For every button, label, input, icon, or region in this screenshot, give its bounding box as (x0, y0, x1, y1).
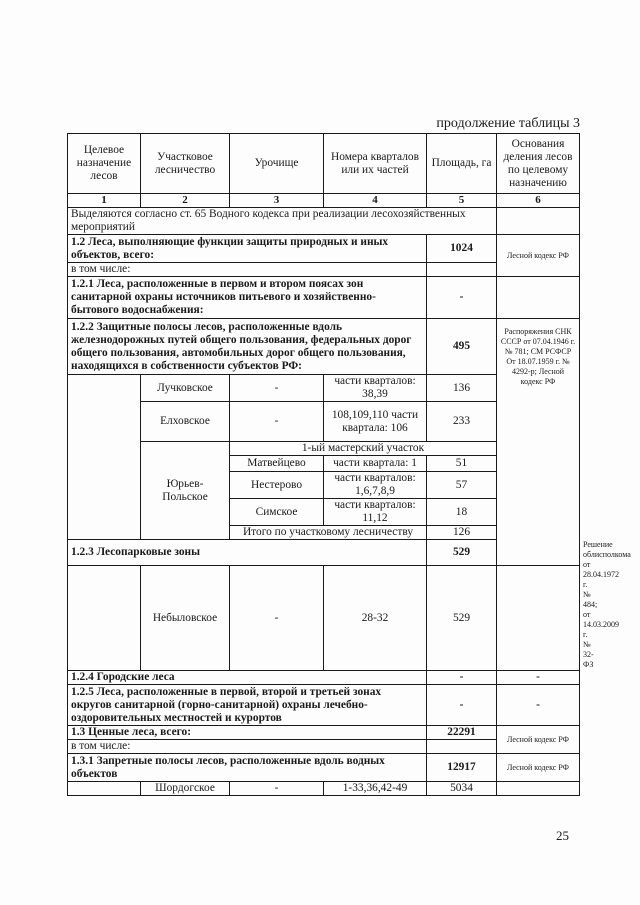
header-row (68, 134, 580, 194)
tract-cell: Матвейцево (230, 456, 324, 472)
including-label: в том числе: (68, 263, 427, 277)
empty-cell (68, 782, 141, 796)
forest-purpose-table (67, 133, 631, 796)
quarters-cell: 108,109,110 части квартала: 106 (324, 402, 427, 442)
district-cell: Лучковское (141, 375, 230, 402)
col-header-tract: Урочище (230, 134, 324, 194)
empty-cell (497, 782, 580, 796)
col-header-area: Площадь, га (427, 134, 497, 194)
col-number: 5 (427, 194, 497, 208)
table-row (68, 208, 580, 235)
quarters-cell: 28-32 (324, 566, 427, 671)
section-title: 1.2.3 Лесопарковые зоны (68, 540, 427, 566)
section-title: 1.2.5 Леса, расположенные в первой, второй и третьей зонах округов санитарной (горно-санитарной) охраны лечебно-оздоровительных местностей и курортов (68, 685, 427, 726)
tract-cell: - (230, 402, 324, 442)
tract-cell: Симское (230, 499, 324, 526)
area-cell: 1024 (427, 235, 497, 263)
empty-cell (497, 208, 580, 235)
quarters-cell: 1-33,36,42-49 (324, 782, 427, 796)
district-cell: Юрьев-Польское (141, 442, 230, 540)
total-label: Итого по участковому лесничеству (230, 526, 427, 540)
col-header-district: Участковое лесничество (141, 134, 230, 194)
area-cell: 12917 (427, 754, 497, 782)
area-cell: 51 (427, 456, 497, 472)
area-cell: 529 (427, 566, 497, 671)
area-cell: - (427, 277, 497, 319)
area-cell: 57 (427, 472, 497, 499)
empty-cell (68, 375, 141, 540)
area-cell: - (427, 671, 497, 685)
basis-cell: Лесной кодекс РФ (497, 754, 580, 782)
table-row (68, 754, 580, 782)
basis-cell: Распоряжения СНК СССР от 07.04.1946 г. № 781; СМ РСФСР От 18.07.1959 г. № 4292-р; Лесной кодекс РФ (497, 319, 580, 566)
column-number-row (68, 194, 580, 208)
table-caption: продолжение таблицы 3 (436, 116, 580, 131)
quarters-cell: части кварталов: 38,39 (324, 375, 427, 402)
table-row (68, 235, 580, 263)
quarters-cell: части кварталов: 1,6,7,8,9 (324, 472, 427, 499)
table-row (68, 671, 580, 685)
tract-cell: - (230, 375, 324, 402)
table-row (68, 685, 580, 726)
table-row (68, 319, 580, 375)
page-number: 25 (556, 828, 569, 843)
area-cell: 233 (427, 402, 497, 442)
area-cell: 5034 (427, 782, 497, 796)
col-number: 1 (68, 194, 141, 208)
section-title: 1.2.1 Леса, расположенные в первом и втором поясах зон санитарной охраны источников питьевого и хозяйственно-бытового водоснабжения: (68, 277, 427, 319)
empty-cell (497, 277, 580, 319)
district-cell: Елховское (141, 402, 230, 442)
area-cell: 22291 (427, 726, 497, 740)
tract-cell: - (230, 566, 324, 671)
section-title: 1.2.2 Защитные полосы лесов, расположенные вдоль железнодорожных путей общего пользования, федеральных дорог общего пользования, автомобильных дорог общего пользования, находящихся в собственности субъектов РФ: (68, 319, 427, 375)
section-title: 1.3.1 Запретные полосы лесов, расположенные вдоль водных объектов (68, 754, 427, 782)
area-cell: - (427, 685, 497, 726)
col-number: 2 (141, 194, 230, 208)
note-cell: Выделяются согласно ст. 65 Водного кодекса при реализации лесохозяйственных мероприятий (68, 208, 497, 235)
section-title: 1.2.4 Городские леса (68, 671, 427, 685)
area-cell: 136 (427, 375, 497, 402)
table-row (68, 782, 580, 796)
empty-cell (427, 740, 497, 754)
section-subheader: 1-ый мастерский участок (230, 442, 497, 456)
district-cell: Небыловское (141, 566, 230, 671)
area-cell: 18 (427, 499, 497, 526)
col-number: 6 (497, 194, 580, 208)
col-header-quarters: Номера кварталов или их частей (324, 134, 427, 194)
basis-cell: - (497, 671, 580, 685)
table-row: 1.2.3 Лесопарковые зоны 529 Решение облисполкома от 28.04.1972 г. № 484; от 14.03.2009 г. № 32-ФЗ (68, 540, 580, 566)
basis-cell: Лесной кодекс РФ (497, 235, 580, 277)
section-title: 1.3 Ценные леса, всего: (68, 726, 427, 740)
basis-cell: Лесной кодекс РФ (497, 726, 580, 754)
quarters-cell: части кварталов: 11,12 (324, 499, 427, 526)
table-row (68, 277, 580, 319)
quarters-cell: части квартала: 1 (324, 456, 427, 472)
table-row (68, 566, 580, 671)
table-row (68, 726, 580, 740)
empty-cell (427, 263, 497, 277)
area-cell: 495 (427, 319, 497, 375)
col-header-purpose: Целевое назначение лесов (68, 134, 141, 194)
tract-cell: - (230, 782, 324, 796)
tract-cell: Нестерово (230, 472, 324, 499)
district-cell: Шордогское (141, 782, 230, 796)
including-label: в том числе: (68, 740, 427, 754)
basis-cell: - (497, 685, 580, 726)
col-header-basis: Основания деления лесов по целевому назначению (497, 134, 580, 194)
col-number: 4 (324, 194, 427, 208)
col-number: 3 (230, 194, 324, 208)
section-title: 1.2 Леса, выполняющие функции защиты природных и иных объектов, всего: (68, 235, 427, 263)
empty-cell (68, 566, 141, 671)
area-cell: 126 (427, 526, 497, 540)
area-cell: 529 (427, 540, 497, 566)
